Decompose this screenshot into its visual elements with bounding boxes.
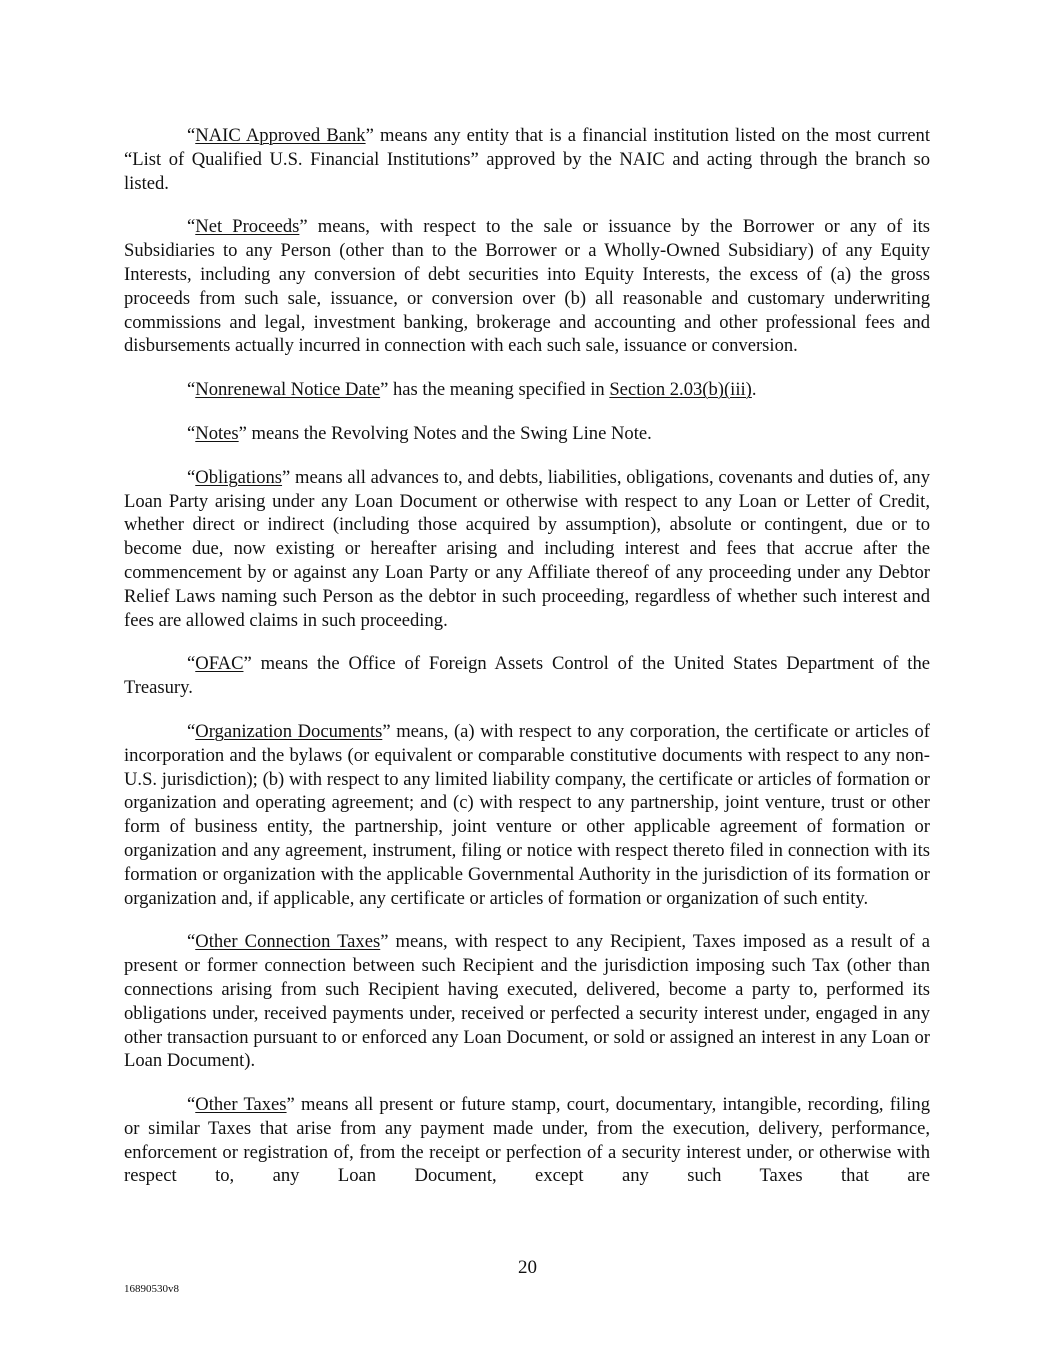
- defined-term: Obligations: [195, 466, 283, 488]
- defined-term: Other Connection Taxes: [195, 931, 381, 953]
- defined-term: OFAC: [195, 653, 244, 675]
- definition-text: ” means the Office of Foreign Assets Control of the United States Department of the Treasury.: [124, 653, 930, 699]
- definition-other-connection-taxes: “Other Connection Taxes” means, with respect to any Recipient, Taxes imposed as a result of a present or former connection between such Recipient and the jurisdiction imposing such Tax (other than connections arising from such Recipient having executed, delivered, become a party to, performed its obligations under, received payments under, received or perfected a security interest under, engaged in any other transaction pursuant to or enforced any Loan Document, or sold or assigned an interest in any Loan or Loan Document).: [124, 931, 931, 1072]
- defined-term: Notes: [195, 422, 239, 444]
- defined-term: Net Proceeds: [195, 216, 300, 238]
- definition-text: ” means the Revolving Notes and the Swing Line Note.: [238, 422, 652, 444]
- definition-other-taxes: “Other Taxes” means all present or future stamp, court, documentary, intangible, recording, filing or similar Taxes that arise from any payment made under, from the execution, delivery, performance, enforcement or registration of, from the receipt or perfection of a security interest under, or otherwise with respect to, any Loan Document, except any such Taxes that are: [124, 1094, 930, 1187]
- defined-term: Other Taxes: [195, 1094, 287, 1116]
- page-number: 20: [518, 1257, 537, 1278]
- document-body: [124, 124, 930, 1208]
- definition-naic-approved-bank: “NAIC Approved Bank” means any entity that is a financial institution listed on the most current “List of Qualified U.S. Financial Institutions” approved by the NAIC and acting through the branch so listed.: [124, 125, 930, 194]
- section-reference: Section 2.03(b)(iii): [609, 379, 752, 401]
- definition-organization-documents: “Organization Documents” means, (a) with respect to any corporation, the certificate or articles of incorporation and the bylaws (or equivalent or comparable constitutive documents with respect to any non-U.S. jurisdiction); (b) with respect to any limited liability company, the certificate or articles of formation or organization and operating agreement; and (c) with respect to any partnership, joint venture, trust or other form of business entity, the partnership, joint venture or other applicable agreement of formation or organization and any agreement, instrument, filing or notice with respect thereto filed in connection with its formation or organization with the applicable Governmental Authority in the jurisdiction of its formation or organization and, if applicable, any certificate or articles of formation or organization of such entity.: [124, 720, 930, 909]
- defined-term: Nonrenewal Notice Date: [195, 379, 381, 401]
- definition-text: ” means all advances to, and debts, liabilities, obligations, covenants and duties of, any Loan Party arising under any Loan Document or otherwise with respect to any Loan or Letter of Credit, whether direct or indirect (including those acquired by assumption), absolute or contingent, due or to become due, now existing or hereafter arising and including interest and fees that accrue after the commencement by or against any Loan Party or any Affiliate thereof of any proceeding under any Debtor Relief Laws naming such Person as the debtor in such proceeding, regardless of whether such interest and fees are allowed claims in such proceeding.: [124, 466, 930, 631]
- document-id: 16890530v8: [124, 1283, 179, 1295]
- definition-text: ” has the meaning specified in: [380, 379, 610, 401]
- defined-term: NAIC Approved Bank: [195, 125, 366, 146]
- definition-text: ” means any entity that is a financial institution listed on the most current “List of Qualified U.S. Financial Institutions” approved by the NAIC and acting through the branch so listed.: [124, 125, 930, 194]
- definition-ofac: “OFAC” means the Office of Foreign Assets Control of the United States Department of the Treasury.: [124, 653, 930, 699]
- definition-text: ” means, (a) with respect to any corporation, the certificate or articles of incorporation and the bylaws (or equivalent or comparable constitutive documents with respect to any non-U.S. jurisdiction); (b) with respect to any limited liability company, the certificate or articles of formation or organization and operating agreement; and (c) with respect to any partnership, joint venture, trust or other form of business entity, the partnership, joint venture or other applicable agreement of formation or organization and any agreement, instrument, filing or notice with respect thereto filed in connection with its formation or organization with the applicable Governmental Authority in the jurisdiction of its formation or organization and, if applicable, any certificate or articles of formation or organization of such entity.: [124, 720, 930, 909]
- definition-text: ” means, with respect to any Recipient, Taxes imposed as a result of a present or former connection between such Recipient and the jurisdiction imposing such Tax (other than connections arising from such Recipient having executed, delivered, become a party to, performed its obligations under, received payments under, received or perfected a security interest under, engaged in any other transaction pursuant to or enforced any Loan Document, or sold or assigned an interest in any Loan or Loan Document).: [124, 931, 931, 1072]
- definition-notes: “Notes” means the Revolving Notes and the Swing Line Note.: [187, 422, 652, 444]
- definition-nonrenewal-notice-date: “Nonrenewal Notice Date” has the meaning specified in Section 2.03(b)(iii).: [187, 379, 757, 401]
- definition-net-proceeds: “Net Proceeds” means, with respect to the sale or issuance by the Borrower or any of its Subsidiaries to any Person (other than to the Borrower or a Wholly-Owned Subsidiary) of any Equity Interests, including any conversion of debt securities into Equity Interests, the excess of (a) the gross proceeds from such sale, issuance, or conversion over (b) all reasonable and customary underwriting commissions and legal, investment banking, brokerage and accounting and other professional fees and disbursements actually incurred in connection with each such sale, issuance or conversion.: [124, 216, 930, 357]
- defined-term: Organization Documents: [195, 720, 383, 742]
- definition-text: ” means, with respect to the sale or issuance by the Borrower or any of its Subsidiaries to any Person (other than to the Borrower or a Wholly-Owned Subsidiary) of any Equity Interests, including any conversion of debt securities into Equity Interests, the excess of (a) the gross proceeds from such sale, issuance, or conversion over (b) all reasonable and customary underwriting commissions and legal, investment banking, brokerage and accounting and other professional fees and disbursements actually incurred in connection with each such sale, issuance or conversion.: [124, 216, 930, 357]
- definition-suffix: .: [751, 379, 757, 401]
- definition-obligations: “Obligations” means all advances to, and debts, liabilities, obligations, covenants and duties of, any Loan Party arising under any Loan Document or otherwise with respect to any Loan or Letter of Credit, whether direct or indirect (including those acquired by assumption), absolute or contingent, due or to become due, now existing or hereafter arising and including interest and fees that accrue after the commencement by or against any Loan Party or any Affiliate thereof of any proceeding under any Debtor Relief Laws naming such Person as the debtor in such proceeding, regardless of whether such interest and fees are allowed claims in such proceeding.: [124, 466, 930, 631]
- definition-text: ” means all present or future stamp, court, documentary, intangible, recording, filing or similar Taxes that arise from any payment made under, from the execution, delivery, performance, enforcement or registration of, from the receipt or perfection of a security interest under, or otherwise with respect to, any Loan Document, except any such Taxes that are: [124, 1094, 930, 1187]
